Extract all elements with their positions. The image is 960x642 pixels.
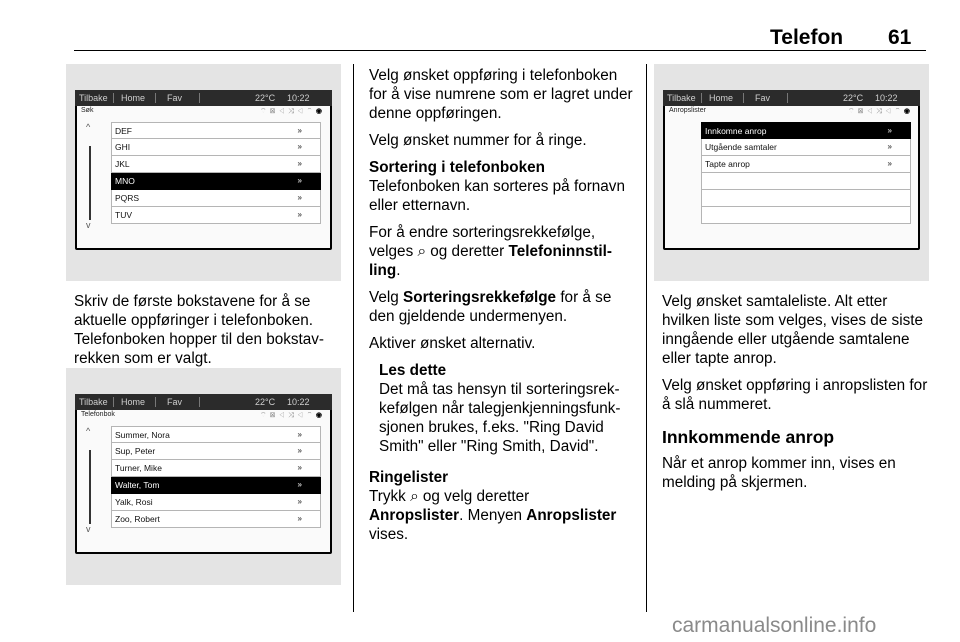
section-heading: Innkommende anrop: [662, 427, 835, 447]
message-icon: ⊠: [269, 108, 279, 115]
chevron-right-icon: »: [297, 463, 302, 472]
column-3-text: [662, 292, 930, 500]
screen-panel: [77, 410, 330, 552]
bluetooth-icon: ◉: [903, 108, 913, 115]
paragraph: Når et anrop kommer inn, vises en melding på skjermen.: [662, 455, 896, 491]
chevron-right-icon: »: [887, 126, 892, 135]
infotainment-screen: [663, 90, 920, 250]
phone-settings-icon: ⌕: [410, 488, 419, 505]
paragraph: Skriv de første bokstavene for å se aktuelle oppføringer i telefonboken. Telefonboken hopper til den bokstavrekken som er valgt.: [74, 293, 325, 367]
list-item[interactable]: [111, 156, 321, 173]
paragraph: Aktiver ønsket alternativ.: [369, 335, 536, 352]
list-item[interactable]: [111, 460, 321, 477]
volume-icon: ◁: [278, 108, 289, 115]
status-icons: [260, 107, 325, 116]
list-item-label: Yalk, Rosi: [115, 497, 153, 507]
list-item[interactable]: [701, 207, 911, 224]
divider: [155, 93, 156, 103]
home-button[interactable]: Home: [121, 397, 146, 407]
signal-icon: ⌔: [848, 108, 858, 115]
list-item[interactable]: [111, 494, 321, 511]
home-button[interactable]: Home: [121, 93, 146, 103]
list-item[interactable]: [701, 122, 911, 139]
column-divider-1: [353, 64, 354, 612]
chevron-right-icon: »: [887, 159, 892, 168]
column-1-text: [74, 292, 346, 376]
list-item-label: Turner, Mike: [115, 463, 162, 473]
phone-icon: ⌒: [894, 108, 904, 115]
infotainment-screen: [75, 394, 332, 554]
home-button[interactable]: Home: [709, 93, 734, 103]
chevron-right-icon: »: [297, 142, 302, 151]
temperature: 22°C: [255, 93, 276, 103]
list-item-label: Walter, Tom: [115, 480, 160, 490]
list-item[interactable]: [701, 139, 911, 156]
back-button[interactable]: Tilbake: [79, 93, 108, 103]
list-item[interactable]: [111, 122, 321, 139]
signal-icon: ⌔: [260, 412, 270, 419]
clock: 10:22: [875, 93, 898, 103]
list-item[interactable]: [111, 139, 321, 156]
column-2-text: [369, 66, 637, 552]
screen-title: Anropslister: [669, 107, 706, 114]
header-rule: [74, 50, 926, 51]
ring-section: Ringelister Trykk ⌕ og velg deretter Anropslister. Menyen Anropslister vises.: [369, 469, 617, 543]
list-item[interactable]: [111, 190, 321, 207]
screen-panel: [665, 106, 918, 248]
entry-list: [701, 122, 911, 224]
entry-list: [111, 122, 321, 224]
paragraph: For å endre sorteringsrekkefølge, velges ⌕ og deretter Telefoninnstilling.: [369, 224, 612, 279]
chevron-right-icon: »: [887, 142, 892, 151]
clock: 10:22: [287, 397, 310, 407]
infotainment-screen: [75, 90, 332, 250]
status-icons: [848, 107, 913, 116]
fav-button[interactable]: Fav: [755, 93, 771, 103]
list-item[interactable]: [111, 443, 321, 460]
list-item[interactable]: [701, 190, 911, 207]
entry-list: [111, 426, 321, 528]
list-item[interactable]: [111, 173, 321, 190]
message-icon: ⊠: [269, 412, 279, 419]
list-item-label: JKL: [115, 159, 130, 169]
chevron-right-icon: »: [297, 446, 302, 455]
scroll-down-icon[interactable]: v: [86, 220, 91, 230]
bluetooth-icon: ◉: [315, 412, 325, 419]
scrollbar[interactable]: [89, 146, 91, 220]
list-item-label: MNO: [115, 176, 135, 186]
paragraph: Velg ønsket samtaleliste. Alt etter hvilken liste som velges, vises de siste inngående eller utgående samtalene eller tapte anrop.: [662, 293, 924, 367]
subheading: Sortering i telefonboken: [369, 159, 545, 176]
top-bar: [75, 394, 332, 410]
list-item[interactable]: [111, 511, 321, 528]
paragraph: Telefonboken kan sorteres på fornavn eller etternavn.: [369, 178, 625, 214]
screen-panel: [77, 106, 330, 248]
back-button[interactable]: Tilbake: [79, 397, 108, 407]
divider: [199, 93, 200, 103]
divider: [787, 93, 788, 103]
divider: [113, 93, 114, 103]
note-text: Det må tas hensyn til sorteringsrekkefølgen når talegjenkjenningsfunksjonen brukes, f.eks. "Ring David Smith" eller "Ring Smith, David".: [379, 381, 621, 455]
divider: [113, 397, 114, 407]
scroll-up-icon[interactable]: ^: [86, 122, 91, 132]
shuffle-icon: ⤨: [288, 412, 297, 419]
figure-search-screen: [66, 64, 341, 281]
message-icon: ⊠: [857, 108, 867, 115]
phone-settings-icon: ⌕: [417, 243, 427, 260]
mute-icon: ◁: [296, 412, 307, 419]
paragraph: Velg Sorteringsrekkefølge for å se den gjeldende undermenyen.: [369, 289, 612, 325]
chevron-right-icon: »: [297, 210, 302, 219]
chevron-right-icon: »: [297, 176, 302, 185]
list-item[interactable]: [111, 207, 321, 224]
divider: [743, 93, 744, 103]
divider: [701, 93, 702, 103]
chevron-right-icon: »: [297, 430, 302, 439]
mute-icon: ◁: [296, 108, 307, 115]
list-item-label: Summer, Nora: [115, 430, 170, 440]
subheading: Ringelister: [369, 469, 449, 486]
status-icons: [260, 411, 325, 420]
paragraph: Velg ønsket oppføring i anropslisten for å slå nummeret.: [662, 377, 928, 413]
chevron-right-icon: »: [297, 159, 302, 168]
section-title: Telefon: [770, 26, 844, 49]
scroll-up-icon[interactable]: ^: [86, 426, 91, 436]
bluetooth-icon: ◉: [315, 108, 325, 115]
mute-icon: ◁: [884, 108, 895, 115]
list-item-label: TUV: [115, 210, 132, 220]
figure-phonebook-screen: [66, 368, 341, 585]
chevron-right-icon: »: [297, 497, 302, 506]
temperature: 22°C: [255, 397, 276, 407]
screen-title: Søk: [81, 107, 94, 114]
chevron-right-icon: »: [297, 193, 302, 202]
list-item-label: Tapte anrop: [705, 159, 750, 169]
shuffle-icon: ⤨: [288, 108, 297, 115]
list-item[interactable]: [701, 156, 911, 173]
phone-icon: ⌒: [306, 412, 316, 419]
list-item-label: GHI: [115, 142, 131, 152]
note-box: [369, 361, 637, 456]
list-item-label: Innkomne anrop: [705, 126, 767, 136]
chevron-right-icon: »: [297, 480, 302, 489]
screen-title: Telefonbok: [81, 411, 115, 418]
phone-icon: ⌒: [306, 108, 316, 115]
volume-icon: ◁: [278, 412, 289, 419]
list-item-label: DEF: [115, 126, 132, 136]
back-button[interactable]: Tilbake: [667, 93, 696, 103]
note-heading: Les dette: [379, 362, 447, 379]
sort-section: [369, 158, 637, 215]
fav-button[interactable]: Fav: [167, 93, 183, 103]
chevron-right-icon: »: [297, 126, 302, 135]
watermark: carmanualsonline.info: [672, 614, 877, 637]
top-bar: [75, 90, 332, 106]
divider: [155, 397, 156, 407]
shuffle-icon: ⤨: [876, 108, 885, 115]
list-item[interactable]: [701, 173, 911, 190]
top-bar: [663, 90, 920, 106]
signal-icon: ⌔: [260, 108, 270, 115]
divider: [199, 397, 200, 407]
list-item-label: Utgående samtaler: [705, 142, 777, 152]
list-item[interactable]: [111, 477, 321, 494]
volume-icon: ◁: [866, 108, 877, 115]
list-item-label: Zoo, Robert: [115, 514, 160, 524]
list-item-label: PQRS: [115, 193, 140, 203]
scrollbar[interactable]: [89, 450, 91, 524]
page-number: 61: [888, 26, 912, 49]
clock: 10:22: [287, 93, 310, 103]
fav-button[interactable]: Fav: [167, 397, 183, 407]
chevron-right-icon: »: [297, 514, 302, 523]
scroll-down-icon[interactable]: v: [86, 524, 91, 534]
list-item-label: Sup, Peter: [115, 446, 156, 456]
list-item[interactable]: [111, 426, 321, 443]
temperature: 22°C: [843, 93, 864, 103]
figure-calllists-screen: [654, 64, 929, 281]
paragraph: Velg ønsket oppføring i telefonboken for å vise numrene som er lagret under denne oppføringen.: [369, 67, 633, 122]
paragraph: Velg ønsket nummer for å ringe.: [369, 132, 587, 149]
column-divider-2: [646, 64, 647, 612]
